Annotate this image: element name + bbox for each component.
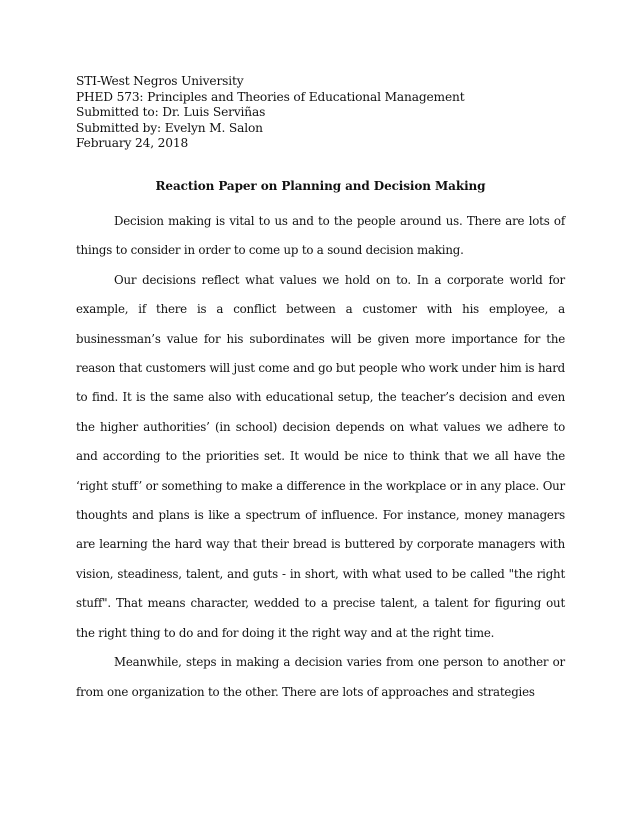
paragraph: Decision making is vital to us and to the people around us. There are lots of things to consider in order to come up to a sound decision making. xyxy=(76,214,565,258)
header-submitted-by: Submitted by: Evelyn M. Salon xyxy=(76,120,263,135)
paper-title: Reaction Paper on Planning and Decision Making xyxy=(155,179,486,193)
header-submitted-to: Submitted to: Dr. Luis Serviñas xyxy=(76,105,266,120)
header-university: STI-West Negros University xyxy=(76,74,244,88)
header-course: PHED 573: Principles and Theories of Educational Management xyxy=(76,89,465,104)
header-date: February 24, 2018 xyxy=(76,136,189,151)
document-header xyxy=(76,74,576,152)
paragraph: Our decisions reflect what values we hold on to. In a corporate world for example, if there is a conflict between a customer with his employee, a businessman’s value for his subordinates will be given more importance for the reason that customers will just come and go but people who work under him is hard to find. It is the same also with educational setup, the teacher’s decision and even the higher authorities’ (in school) decision depends on what values we adhere to and according to the priorities set. It would be nice to think that we all have the ‘right stuff’ or something to make a difference in the workplace or in any place. Our thoughts and plans is like a spectrum of influence. For instance, money managers are learning the hard way that their bread is buttered by corporate managers with vision, steadiness, talent, and guts - in short, with what used to be called "the right stuff". That means character, wedded to a precise talent, a talent for figuring out the right thing to do and for doing it the right way and at the right time. xyxy=(76,272,565,640)
paragraph: Meanwhile, steps in making a decision varies from one person to another or from one organization to the other. There are lots of approaches and strategies xyxy=(76,655,565,699)
document-body xyxy=(76,207,565,707)
